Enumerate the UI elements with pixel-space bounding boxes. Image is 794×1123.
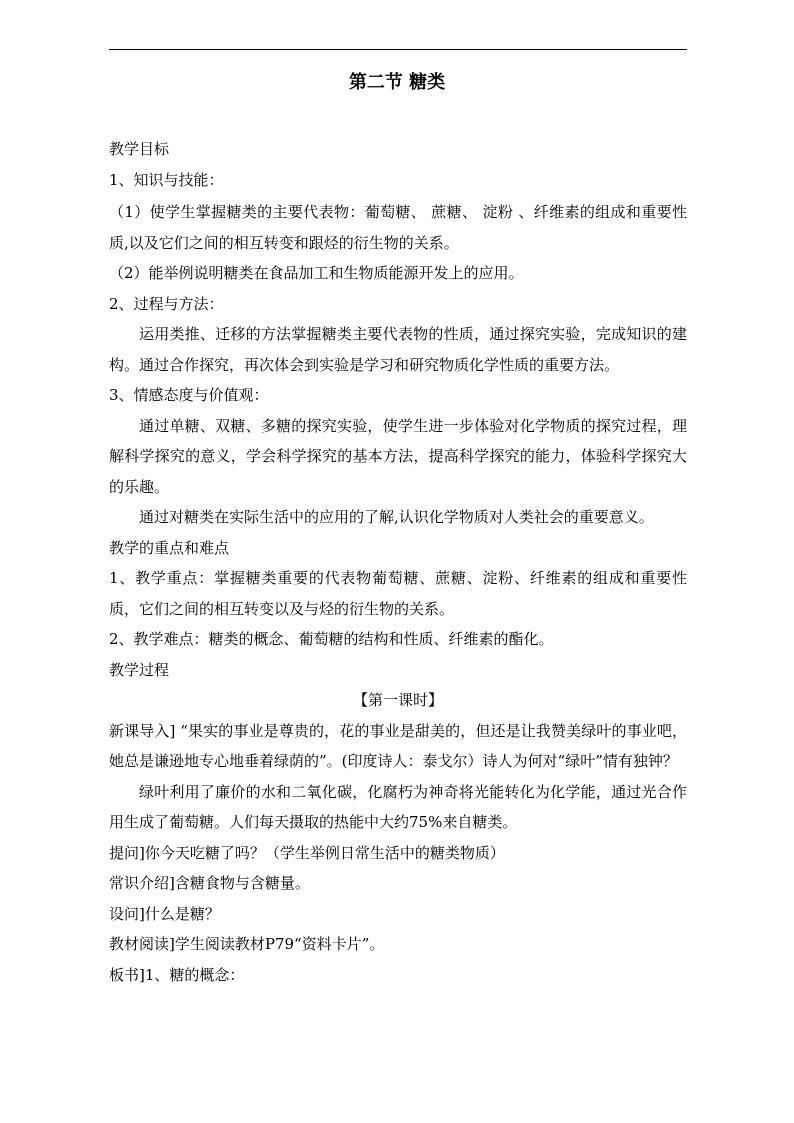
- header-rule: [109, 49, 687, 50]
- section-attitude-values: 3、情感态度与价值观：: [109, 386, 269, 404]
- section-process-methods: 2、过程与方法：: [109, 294, 224, 313]
- lesson-label: 【第一课时】: [352, 691, 443, 709]
- document-body: [109, 134, 687, 990]
- paragraph-common-sense: 常识介绍]含糖食物与含糖量。: [109, 874, 310, 892]
- paragraph-process-methods: 运用类推、迁移的方法掌握糖类主要代表物的性质，通过探究实验，完成知识的建构。通过合作探究，再次体会到实验是学习和研究物质化学性质的重要方法。: [109, 325, 687, 374]
- heading-key-points: 教学的重点和难点: [109, 538, 230, 557]
- heading-teaching-process: 教学过程: [109, 660, 170, 679]
- paragraph-key-point: 1、教学重点：掌握糖类重要的代表物葡萄糖、蔗糖、淀粉、纤维素的组成和重要性质，它们之间的相互转变以及与烃的衍生物的关系。: [109, 569, 687, 618]
- paragraph-attitude-1: 通过单糖、双糖、多糖的探究实验，使学生进一步体验对化学物质的探究过程，理解科学探究的意义，学会科学探究的基本方法，提高科学探究的能力，体验科学探究大的乐趣。: [109, 416, 687, 496]
- page-title: 第二节 糖类: [348, 72, 446, 93]
- section-knowledge-skills: 1、知识与技能：: [109, 170, 224, 189]
- paragraph-difficult-point: 2、教学难点：糖类的概念、葡萄糖的结构和性质、纤维素的酯化。: [109, 630, 554, 648]
- paragraph-introduction: 新课导入] “果实的事业是尊贵的，花的事业是甜美的，但还是让我赞美绿叶的事业吧，她总是谦逊地专心地垂着绿荫的”。(印度诗人：泰戈尔）诗人为何对“绿叶”情有独钟？: [109, 721, 687, 770]
- paragraph-reading: 教材阅读]学生阅读教材P79“资料卡片”。: [109, 935, 385, 953]
- heading-objectives: 教学目标: [109, 140, 170, 158]
- paragraph-question: 提问]你今天吃糖了吗？（学生举例日常生活中的糖类物质）: [109, 843, 505, 862]
- paragraph-attitude-2: 通过对糖类在实际生活中的应用的了解,认识化学物质对人类社会的重要意义。: [139, 508, 654, 526]
- paragraph-inquiry: 设问]什么是糖？: [109, 904, 220, 923]
- paragraph-objective-1: （1）使学生掌握糖类的主要代表物：葡萄糖、 蔗糖、 淀粉 、纤维素的组成和重要性质,以及它们之间的相互转变和跟烃的衍生物的关系。: [109, 203, 687, 252]
- paragraph-objective-2: （2）能举例说明糖类在食品加工和生物质能源开发上的应用。: [109, 264, 524, 282]
- paragraph-board-notes: 板书]1、糖的概念：: [109, 965, 245, 984]
- paragraph-photosynthesis: 绿叶利用了廉价的水和二氧化碳，化腐朽为神奇将光能转化为化学能，通过光合作用生成了葡萄糖。人们每天摄取的热能中大约75%来自糖类。: [109, 782, 687, 831]
